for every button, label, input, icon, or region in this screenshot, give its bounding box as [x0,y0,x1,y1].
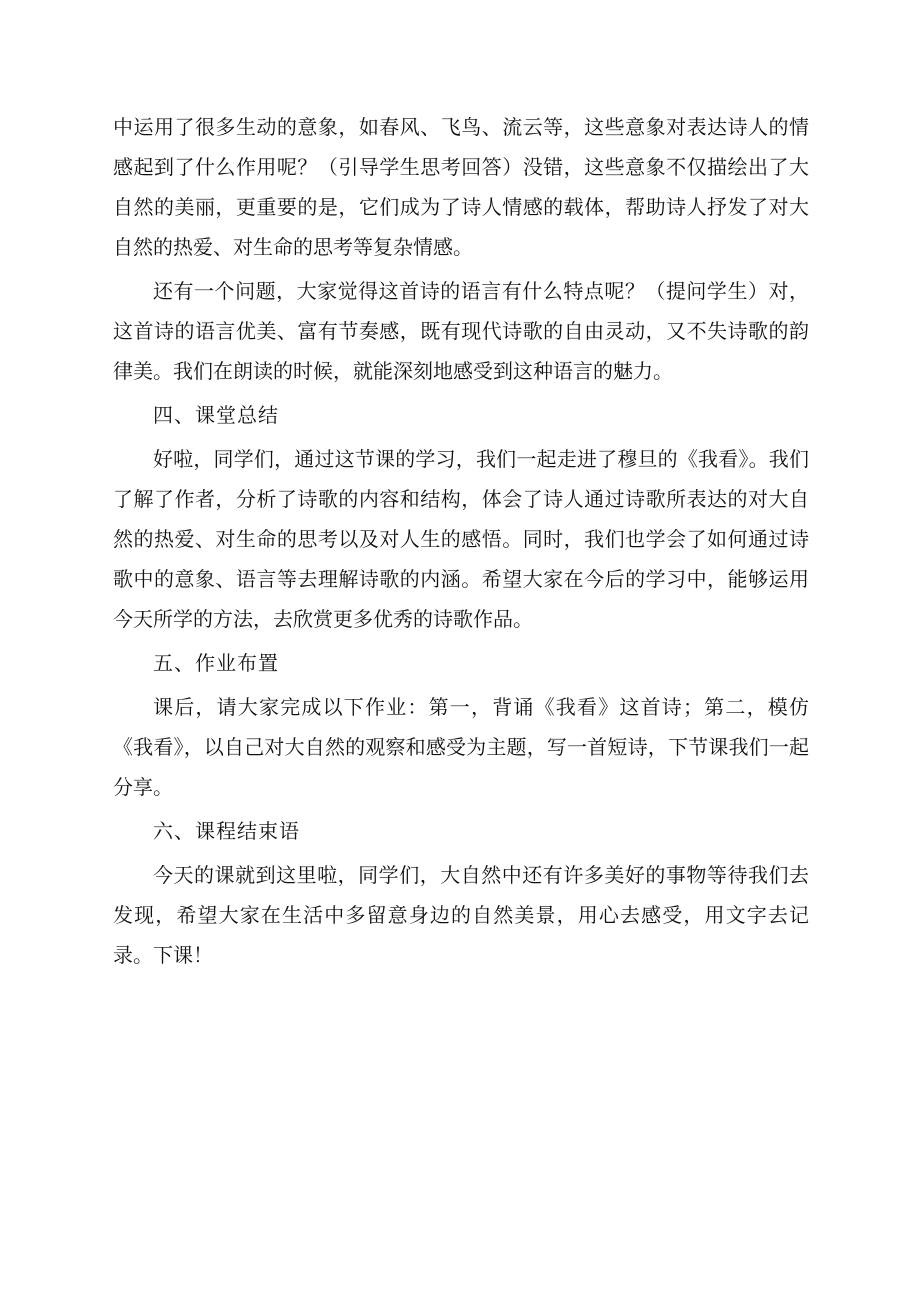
paragraph-imagery-discussion: 中运用了很多生动的意象，如春风、飞鸟、流云等，这些意象对表达诗人的情感起到了什么作用呢？（引导学生思考回答）没错，这些意象不仅描绘出了大自然的美丽，更重要的是，它们成为了诗人情感的载体，帮助诗人抒发了对大自然的热爱、对生命的思考等复杂情感。 [113,115,809,259]
section-heading-homework: 五、作业布置 [153,651,279,675]
paragraph-closing: 今天的课就到这里啦，同学们，大自然中还有许多美好的事物等待我们去发现，希望大家在生活中多留意身边的自然美景，用心去感受，用文字去记录。下课！ [113,863,809,967]
paragraph-lesson-summary: 好啦，同学们，通过这节课的学习，我们一起走进了穆旦的《我看》。我们了解了作者，分析了诗歌的内容和结构，体会了诗人通过诗歌所表达的对大自然的热爱、对生命的思考以及对人生的感悟。同时，我们也学会了如何通过诗歌中的意象、语言等去理解诗歌的内涵。希望大家在今后的学习中，能够运用今天所学的方法，去欣赏更多优秀的诗歌作品。 [113,447,809,631]
section-heading-closing: 六、课程结束语 [153,819,300,843]
paragraph-homework: 课后，请大家完成以下作业：第一，背诵《我看》这首诗；第二，模仿《我看》，以自己对大自然的观察和感受为主题，写一首短诗，下节课我们一起分享。 [113,695,809,799]
document-body [113,107,809,979]
section-heading-summary: 四、课堂总结 [153,403,279,427]
paragraph-language-features: 还有一个问题，大家觉得这首诗的语言有什么特点呢？（提问学生）对，这首诗的语言优美、富有节奏感，既有现代诗歌的自由灵动，又不失诗歌的韵律美。我们在朗读的时候，就能深刻地感受到这种语言的魅力。 [113,279,809,383]
